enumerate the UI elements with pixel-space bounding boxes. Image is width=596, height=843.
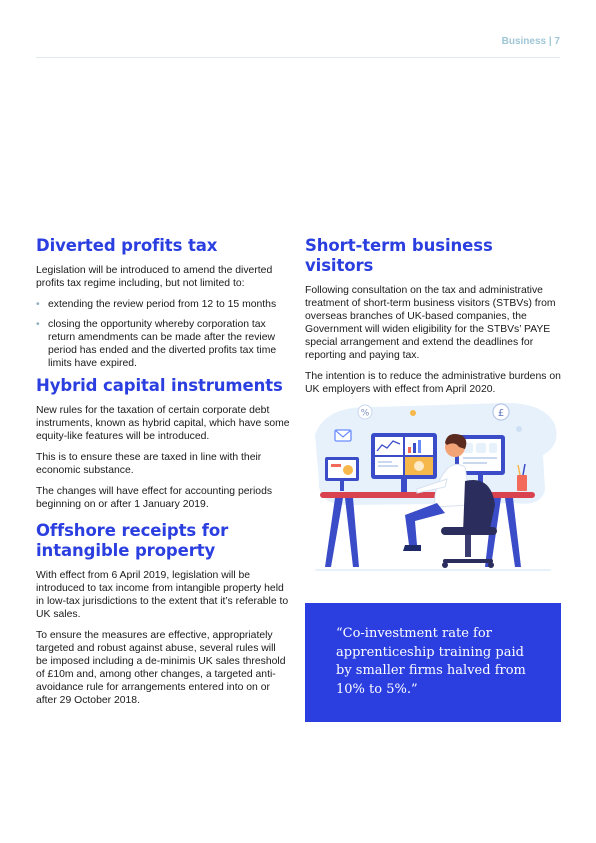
paragraph: Following consultation on the tax and administrative treatment of short-term business visitors (STBVs) from overseas branches of UK-based companies, the Government will widen eligibility for the STBVs’ PAYE special arrangement and extend the deadlines for reporting and paying tax. — [305, 285, 556, 361]
bullet-list — [36, 298, 290, 370]
list-item: • closing the opportunity whereby corporation tax return amendments can be made after the review period has ended and the diverted profits tax time limits have expired. — [36, 318, 290, 370]
page-header: Business | 7 — [501, 36, 560, 47]
percent-icon — [358, 405, 372, 419]
header-divider — [36, 57, 560, 58]
heading-hybrid-capital: Hybrid capital instruments — [36, 376, 283, 395]
heading-diverted-profits-tax: Diverted profits tax — [36, 236, 218, 255]
paragraph: The changes will have effect for accounting periods beginning on or after 1 January 2019. — [36, 486, 273, 510]
office-worker-illustration — [305, 395, 561, 580]
pound-coin-icon — [493, 404, 509, 420]
list-item: • extending the review period from 12 to 15 months — [36, 298, 290, 311]
svg-text:%: % — [360, 408, 370, 419]
heading-offshore-receipts: Offshore receipts for intangible property — [36, 521, 229, 560]
svg-text:£: £ — [497, 408, 505, 419]
heading-short-term-visitors: Short-term business visitors — [305, 236, 493, 275]
pull-quote-box — [305, 603, 561, 722]
right-column — [305, 236, 561, 404]
paragraph: With effect from 6 April 2019, legislation will be introduced to tax income from intangible property held in low-tax jurisdictions to the extent that it’s referable to UK sales. — [36, 570, 289, 620]
paragraph: The intention is to reduce the administrative burdens on UK employers with effect from April 2020. — [305, 371, 561, 395]
left-column — [36, 236, 290, 715]
paragraph: New rules for the taxation of certain corporate debt instruments, known as hybrid capital, which have some equity-like features will be introduced. — [36, 405, 290, 442]
envelope-icon — [335, 430, 351, 441]
pull-quote: “Co-investment rate for apprenticeship training paid by smaller firms halved from 10% to 5%.” — [336, 626, 526, 697]
paragraph: To ensure the measures are effective, appropriately targeted and robust against abuse, several rules will be imposed including a de-minimis UK sales threshold of £10m and, among other changes, a targeted anti-avoidance rule for arrangements entered into on or after 29 October 2018. — [36, 630, 286, 706]
paragraph: Legislation will be introduced to amend the diverted profits tax regime including, but not limited to: — [36, 265, 273, 289]
paragraph: This is to ensure these are taxed in line with their economic substance. — [36, 452, 262, 476]
